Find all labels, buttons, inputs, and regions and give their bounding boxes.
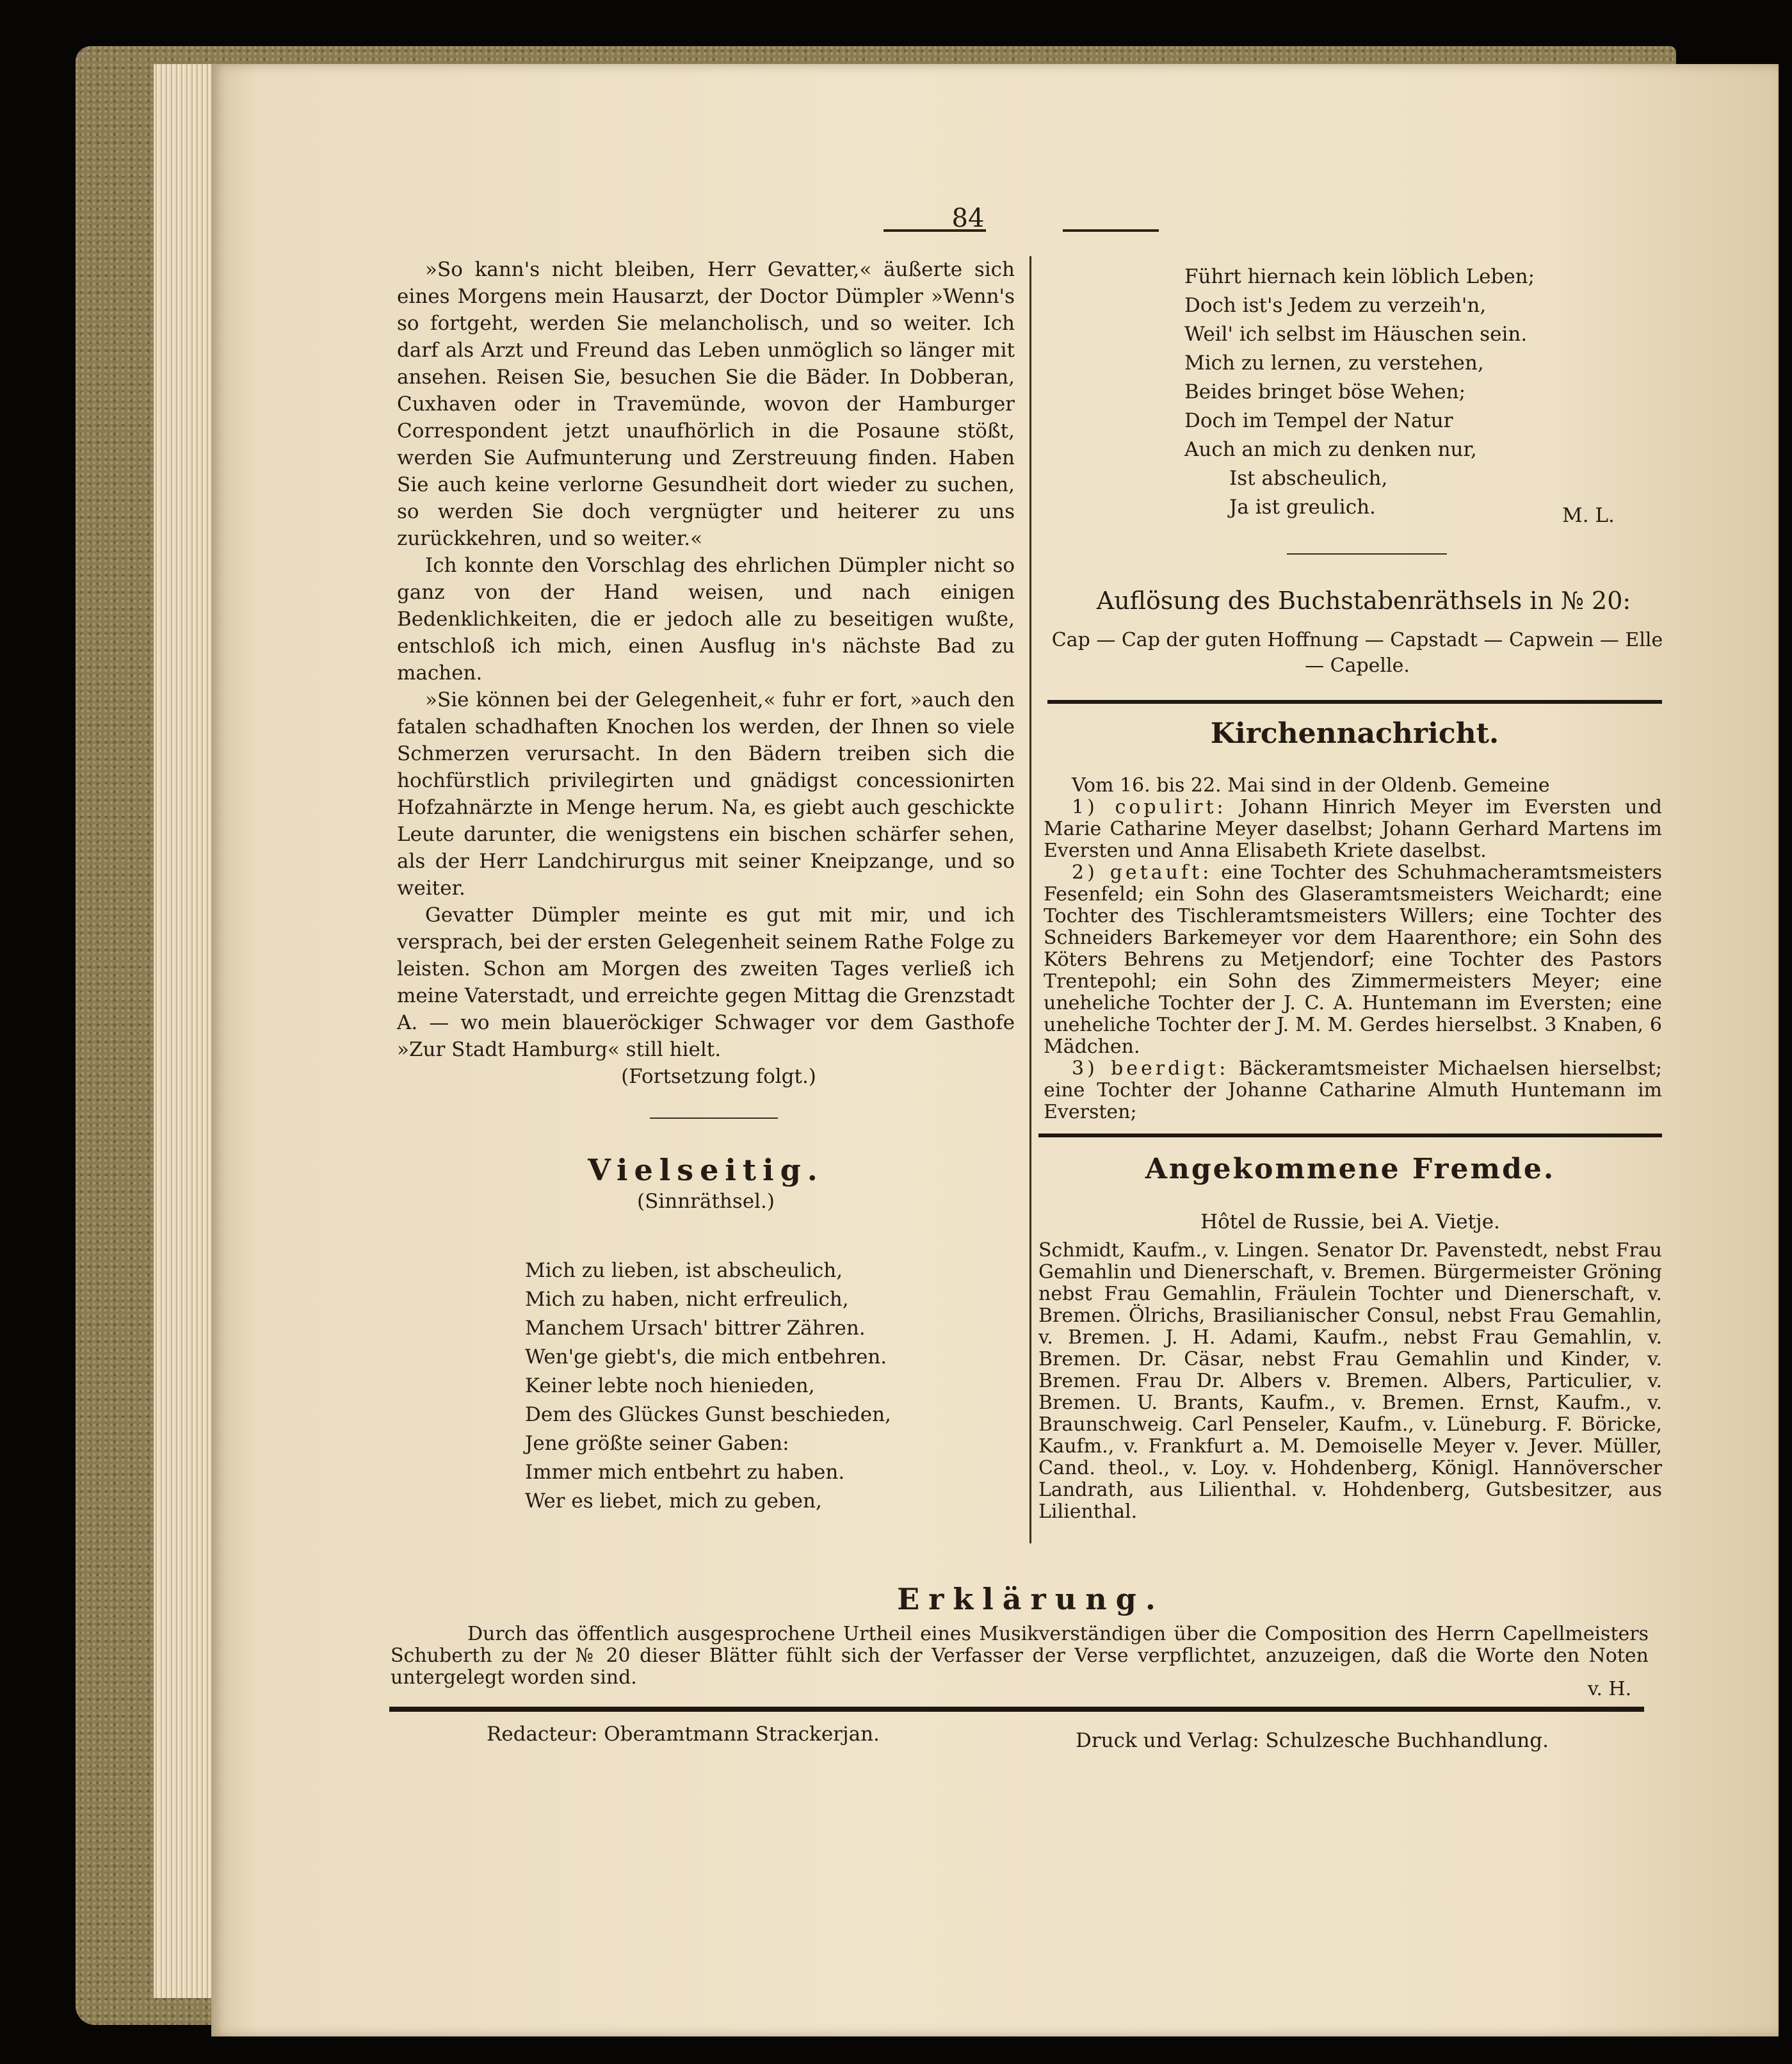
section-divider xyxy=(1287,553,1447,555)
riddle-poem-continued xyxy=(1184,263,1543,522)
poem-line: Keiner lebte noch hienieden, xyxy=(525,1374,815,1397)
column-separator xyxy=(1029,256,1031,1543)
poem-line: Mich zu lieben, ist abscheulich, xyxy=(525,1259,843,1282)
buried-text: Bäckeramtsmeister Michaelsen hierselbst; eine Tochter der Johanne Catharine Almuth Huntemann im Eversten; xyxy=(1044,1057,1662,1123)
page-number: 84 xyxy=(951,204,985,233)
poem-line: Beides bringet böse Wehen; xyxy=(1184,380,1466,403)
hotel-line: Hôtel de Russie, bei A. Vietje. xyxy=(1200,1210,1500,1233)
section-rule xyxy=(1038,1134,1662,1137)
footer-editor: Redacteur: Oberamtmann Strackerjan. xyxy=(487,1723,880,1746)
poem-line: Mich zu lernen, zu verstehen, xyxy=(1184,352,1484,375)
buried-label: 3) beerdigt: xyxy=(1072,1057,1229,1080)
riddle-poem xyxy=(525,1256,909,1516)
poem-line: Wer es liebet, mich zu geben, xyxy=(525,1490,822,1513)
poem-line: Ist abscheulich, xyxy=(1229,467,1388,490)
declaration-text: Durch das öffentlich ausgesprochene Urtheil eines Musikverständigen über die Composition des Herrn Capellmeisters Schuberth zu der № 20 dieser Blätter fühlt sich der Verfasser der Verse verpflichtet, anzuzeigen, daß die Worte den Noten untergelegt worden sind. xyxy=(391,1623,1649,1689)
poem-line: Jene größte seiner Gaben: xyxy=(525,1432,789,1455)
declaration-title: Erklärung. xyxy=(897,1582,1165,1616)
riddle-title: Vielseitig. xyxy=(588,1153,824,1187)
married-text: Johann Hinrich Meyer im Eversten und Marie Catharine Meyer daselbst; Johann Gerhard Martens im Eversten und Anna Elisabeth Kriete daselbst. xyxy=(1044,796,1662,862)
story-paragraph: »So kann's nicht bleiben, Herr Gevatter,« äußerte sich eines Morgens mein Hausarzt, der Doctor Dümpler »Wenn's so fortgeht, werden Sie melancholisch, und so weiter. Ich darf als Arzt und Freund das Leben unmöglich so länger mit ansehen. Reisen Sie, besuchen Sie die Bäder. In Dobberan, Cuxhaven oder in Travemünde, wovon der Hamburger Correspondent jetzt unaufhörlich in die Posaune stößt, werden Sie Aufmunterung und Zerstreuung finden. Haben Sie auch keine verlorne Gesundheit dort wieder zu suchen, so werden Sie doch vergnügter und heiterer zu uns zurückkehren, und so weiter.« xyxy=(397,258,1015,550)
footer-rule xyxy=(389,1707,1644,1712)
arrivals-list xyxy=(1038,1240,1662,1523)
story-paragraph: »Sie können bei der Gelegenheit,« fuhr er fort, »auch den fatalen schadhaften Knochen los werden, der Ihnen so viele Schmerzen verursacht. In den Bädern treiben sich die hochfürstlich privilegirten und gnädigst concessionirten Hofzahnärzte in Menge herum. Na, es giebt auch geschickte Leute darunter, die wenigstens ein bischen schärfer sehen, als der Herr Landchirurgus mit seiner Kneipzange, und so weiter. xyxy=(397,688,1015,900)
church-news-title: Kirchennachricht. xyxy=(1210,717,1499,750)
solution-text: Cap — Cap der guten Hoffnung — Capstadt — Capwein — Elle — Capelle. xyxy=(1051,629,1663,677)
story-paragraph: Ich konnte den Vorschlag des ehrlichen Dümpler nicht so ganz von der Hand weisen, und nach einigen Bedenklichkeiten, die er jedoch alle zu beseitigen wußte, entschloß ich mich, einen Ausflug in's nächste Bad zu machen. xyxy=(397,554,1015,685)
arrivals-text: Schmidt, Kaufm., v. Lingen. Senator Dr. Pavenstedt, nebst Frau Gemahlin und Dienerschaft, v. Bremen. Bürgermeister Gröning nebst Frau Gemahlin, Fräulein Tochter und Dienerschaft, v. Bremen. Ölrichs, Brasilianischer Consul, nebst Frau Gemahlin, v. Bremen. J. H. Adami, Kaufm., nebst Frau Gemahlin, v. Bremen. Dr. Cäsar, nebst Frau Gemahlin und Kinder, v. Bremen. Frau Dr. Albers v. Bremen. Albers, Particulier, v. Bremen. U. Brants, Kaufm., v. Bremen. Ernst, Kaufm., v. Braunschweig. Carl Penseler, Kaufm., v. Lüneburg. F. Böricke, Kaufm., v. Frankfurt a. M. Demoiselle Meyer v. Jever. Müller, Cand. theol., v. Loy. v. Hohdenberg, Königl. Hannöverscher Landrath, aus Lilienthal. v. Hohdenberg, Gutsbesitzer, aus Lilienthal. xyxy=(1038,1239,1662,1523)
poem-line: Ja ist greulich. xyxy=(1229,496,1376,519)
married-label: 1) copulirt: xyxy=(1072,796,1227,818)
page-number-rule-right xyxy=(1063,229,1159,232)
baptized-label: 2) getauft: xyxy=(1072,861,1213,884)
poem-line: Führt hiernach kein löblich Leben; xyxy=(1184,265,1535,288)
continuation-note: (Fortsetzung folgt.) xyxy=(621,1065,816,1088)
poem-line: Manchem Ursach' bittrer Zähren. xyxy=(525,1317,866,1340)
poem-line: Mich zu haben, nicht erfreulich, xyxy=(525,1288,849,1311)
footer-printer: Druck und Verlag: Schulzesche Buchhandlung. xyxy=(1076,1729,1549,1752)
poem-line: Auch an mich zu denken nur, xyxy=(1184,438,1477,461)
church-intro: Vom 16. bis 22. Mai sind in der Oldenb. Gemeine xyxy=(1072,774,1550,797)
baptized-text: eine Tochter des Schuhmacheramtsmeisters Fesenfeld; ein Sohn des Glaseramtsmeisters Weichardt; eine Tochter des Tischleramtsmeisters Willers; eine Tochter des Schneiders Barkemeyer vor dem Haarenthore; ein Sohn des Köters Behrens zu Metjendorf; eine Tochter des Pastors Trentepohl; ein Sohn des Zimmermeisters Meyer; eine uneheliche Tochter der J. C. A. Huntemann im Eversten; eine uneheliche Tochter der J. M. M. Gerdes hierselbst. 3 Knaben, 6 Mädchen. xyxy=(1044,861,1662,1058)
riddle-subtitle: (Sinnräthsel.) xyxy=(636,1190,775,1213)
riddle-signature: M. L. xyxy=(1562,504,1615,527)
arrivals-title: Angekommene Fremde. xyxy=(1145,1153,1556,1185)
story-paragraph: Gevatter Dümpler meinte es gut mit mir, und ich versprach, bei der ersten Gelegenheit seinem Rathe Folge zu leisten. Schon am Morgen des zweiten Tages verließ ich meine Vaterstadt, und erreichte gegen Mittag die Grenzstadt A. — wo mein blaueröckiger Schwager vor dem Gasthofe »Zur Stadt Hamburg« still hielt. xyxy=(397,904,1015,1061)
poem-line: Immer mich entbehrt zu haben. xyxy=(525,1461,845,1484)
section-rule xyxy=(1047,700,1662,704)
poem-line: Weil' ich selbst im Häuschen sein. xyxy=(1184,323,1528,346)
poem-line: Doch im Tempel der Natur xyxy=(1184,409,1453,432)
church-news-body xyxy=(1044,775,1662,1123)
solution-heading: Auflösung des Buchstabenräthsels in № 20: xyxy=(1096,587,1631,615)
declaration-signature: v. H. xyxy=(1588,1678,1632,1700)
left-column-story xyxy=(397,256,1015,1090)
section-divider xyxy=(650,1117,778,1119)
poem-line: Dem des Glückes Gunst beschieden, xyxy=(525,1403,891,1426)
poem-line: Doch ist's Jedem zu verzeih'n, xyxy=(1184,294,1487,317)
poem-line: Wen'ge giebt's, die mich entbehren. xyxy=(525,1345,887,1369)
declaration-body xyxy=(391,1623,1649,1689)
